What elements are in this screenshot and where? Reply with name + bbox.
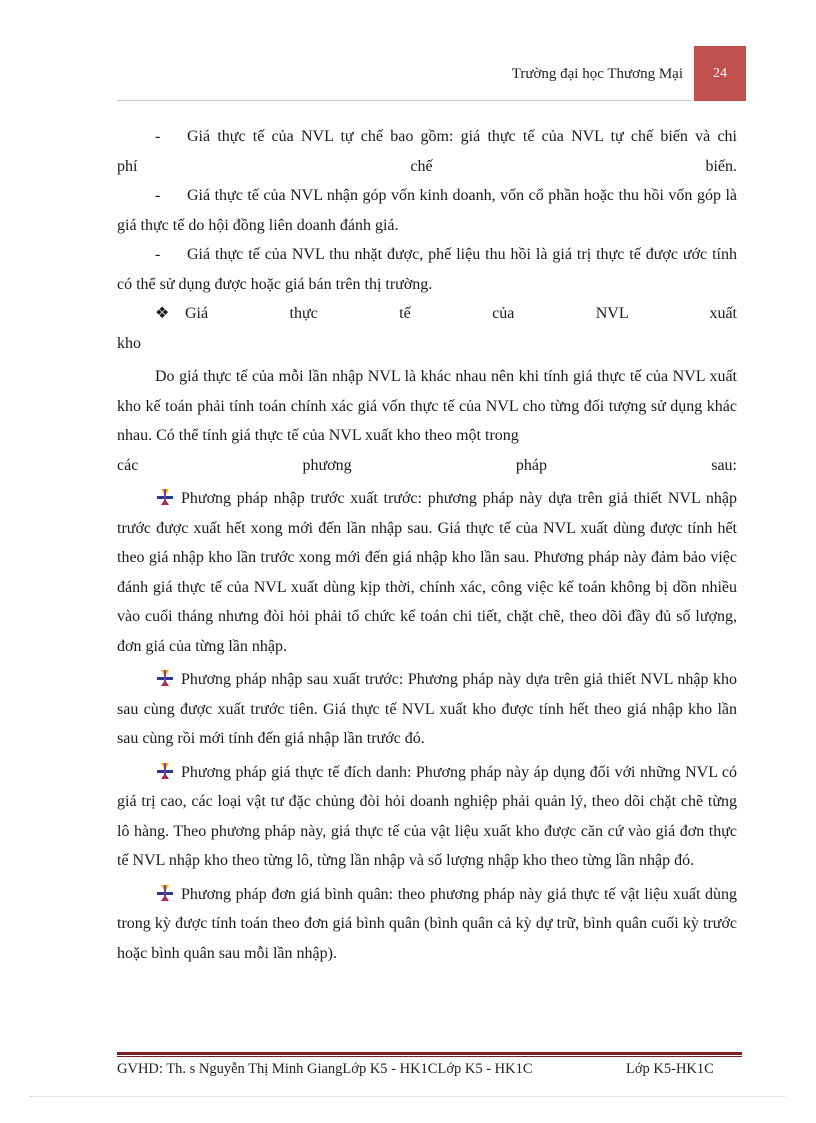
page-bottom-dotted-line [30, 1096, 786, 1097]
arrow-bullet-icon [155, 763, 175, 779]
arrow-bullet-icon [155, 885, 175, 901]
method-average: Phương pháp đơn giá bình quân: theo phương pháp này giá thực tế vật liệu xuất dùng trong kỳ được tính toán theo đơn giá bình quân (bình quân cả kỳ dự trữ, bình quân cuối kỳ trước hoặc bình quân sau mỗi lần nhập). [117, 885, 737, 962]
arrow-bullet-icon [155, 670, 175, 686]
footer-divider-thick [117, 1052, 742, 1055]
method-specific: Phương pháp giá thực tế đích danh: Phương pháp này áp dụng đối với những NVL có giá trị cao, các loại vật tư đặc chủng đòi hỏi doanh nghiệp phải quản lý, theo dõi chặt chẽ từng lô hàng. Theo phương pháp này, giá thực tế của vật liệu xuất kho được căn cứ vào giá đơn thực tế NVL nhập kho theo từng lô, từng lần nhập và số lượng nhập kho theo từng lần nhập đó. [117, 763, 737, 869]
document-body [117, 122, 737, 968]
paragraph-dash-3: - Giá thực tế của NVL thu nhặt được, phế liệu thu hồi là giá trị thực tế được ước tính có thể sử dụng được hoặc giá bán trên thị trường. [117, 240, 737, 299]
header-divider [117, 100, 691, 101]
arrow-bullet-icon [155, 489, 175, 505]
paragraph-intro: Do giá thực tế của mỗi lần nhập NVL là khác nhau nên khi tính giá thực tế của NVL xuất kho kế toán phải tính toán chính xác giá vốn thực tế của NVL cho từng đối tượng sử dụng khác nhau. Có thể tính giá thực tế của NVL xuất kho theo một trong [117, 368, 737, 444]
dash-marker: - [155, 246, 161, 263]
paragraph-dash-2: - Giá thực tế của NVL nhận góp vốn kinh doanh, vốn cổ phần hoặc thu hồi vốn góp là giá thực tế do hội đồng liên doanh đánh giá. [117, 181, 737, 240]
heading-xuat-kho: ❖ Giá thực tế của NVL xuất kho [117, 299, 737, 358]
page-header [0, 0, 816, 110]
paragraph-dash-1-cont: phí chế biến. [117, 157, 737, 175]
paragraph-dash-1: - Giá thực tế của NVL tự chế bao gồm: giá thực tế của NVL tự chế biến và chi [117, 122, 737, 152]
method-fifo: Phương pháp nhập trước xuất trước: phương pháp này dựa trên giả thiết NVL nhập trước được xuất hết xong mới đến lần nhập sau. Giá thực tế của NVL xuất dùng được tính hết theo giá nhập kho lần trước xong mới đến giá nhập kho lần sau. Phương pháp này đảm bảo việc đánh giá thực tế của NVL xuất dùng kịp thời, chính xác, công việc kế toán không bị dồn nhiều vào cuối tháng nhưng đòi hỏi phải tổ chức kế toán chi tiết, chặt chẽ, theo dõi đầy đủ số lượng, đơn giá của từng lần nhập. [117, 490, 737, 655]
dash-marker: - [155, 128, 161, 145]
paragraph-intro-cont: các phương pháp sau: [117, 456, 737, 474]
diamond-bullet-icon: ❖ [155, 305, 170, 322]
footer-divider-thin [117, 1056, 742, 1057]
method-lifo: Phương pháp nhập sau xuất trước: Phương pháp này dựa trên giả thiết NVL nhập kho sau cùng được xuất trước tiên. Giá thực tế NVL xuất kho được tính hết theo giá nhập kho lần sau cùng rồi mới tính đến giá nhập lần trước đó. [117, 671, 737, 747]
footer-class: Lớp K5-HK1C [626, 1061, 714, 1077]
footer-instructor: GVHD: Th. s Nguyễn Thị Minh GiangLớp K5 - HK1CLớp K5 - HK1C [117, 1061, 533, 1077]
dash-marker: - [155, 187, 161, 204]
header-title: Trường đại học Thương Mại [511, 66, 683, 82]
page-number-badge: 24 [694, 46, 746, 101]
